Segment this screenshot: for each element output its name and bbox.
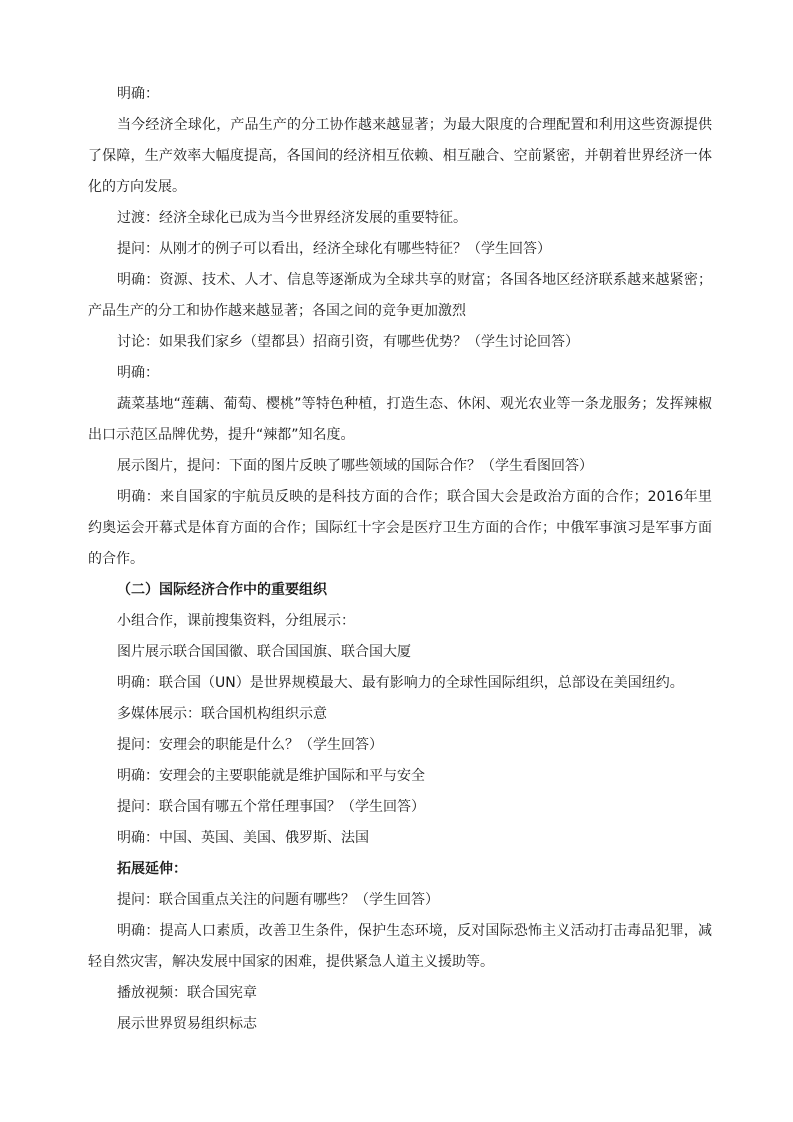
paragraph-1: 明确： <box>117 86 159 102</box>
paragraph-13: 图片展示联合国国徽、联合国国旗、联合国大厦 <box>117 644 411 660</box>
paragraph-10: 明确：来自国家的宇航员反映的是科技方面的合作；联合国大会是政治方面的合作；2016年里约奥运会开幕式是体育方面的合作；国际红十字会是医疗卫生方面的合作；中俄军事演习是军事方面的合作。 <box>88 489 712 567</box>
document-body <box>88 79 712 1040</box>
paragraph-6: 讨论：如果我们家乡（望都县）招商引资，有哪些优势？（学生讨论回答） <box>117 334 579 350</box>
paragraph-17: 明确：安理会的主要职能就是维护国际和平与安全 <box>117 768 425 784</box>
section-heading-2: （二）国际经济合作中的重要组织 <box>117 582 327 598</box>
paragraph-23: 播放视频：联合国宪章 <box>117 985 257 1001</box>
paragraph-7: 明确： <box>117 365 159 381</box>
paragraph-8: 蔬菜基地“莲藕、葡萄、樱桃”等特色种植，打造生态、休闲、观光农业等一条龙服务；发挥辣椒出口示范区品牌优势，提升“辣都”知名度。 <box>88 396 712 443</box>
paragraph-15: 多媒体展示：联合国机构组织示意 <box>117 706 327 722</box>
paragraph-14: 明确：联合国（UN）是世界规模最大、最有影响力的全球性国际组织，总部设在美国纽约。 <box>117 675 684 691</box>
paragraph-24: 展示世界贸易组织标志 <box>117 1016 257 1032</box>
paragraph-16: 提问：安理会的职能是什么？（学生回答） <box>117 737 383 753</box>
paragraph-3: 过渡：经济全球化已成为当今世界经济发展的重要特征。 <box>117 210 467 226</box>
paragraph-2: 当今经济全球化，产品生产的分工协作越来越显著；为最大限度的合理配置和利用这些资源提供了保障，生产效率大幅度提高，各国间的经济相互依赖、相互融合、空前紧密，并朝着世界经济一体化的方向发展。 <box>88 117 712 195</box>
paragraph-18: 提问：联合国有哪五个常任理事国？（学生回答） <box>117 799 425 815</box>
paragraph-12: 小组合作，课前搜集资料，分组展示： <box>117 613 355 629</box>
paragraph-4: 提问：从刚才的例子可以看出，经济全球化有哪些特征？（学生回答） <box>117 241 551 257</box>
paragraph-21: 提问：联合国重点关注的问题有哪些？（学生回答） <box>117 892 439 908</box>
paragraph-9: 展示图片，提问：下面的图片反映了哪些领域的国际合作？（学生看图回答） <box>117 458 593 474</box>
paragraph-22: 明确：提高人口素质，改善卫生条件，保护生态环境，反对国际恐怖主义活动打击毒品犯罪，减轻自然灾害，解决发展中国家的困难，提供紧急人道主义援助等。 <box>88 923 712 970</box>
paragraph-5: 明确：资源、技术、人才、信息等逐渐成为全球共享的财富；各国各地区经济联系越来越紧密；产品生产的分工和协作越来越显著；各国之间的竞争更加激烈 <box>88 272 712 319</box>
paragraph-19: 明确：中国、英国、美国、俄罗斯、法国 <box>117 830 369 846</box>
section-heading-extension: 拓展延伸： <box>117 861 187 877</box>
